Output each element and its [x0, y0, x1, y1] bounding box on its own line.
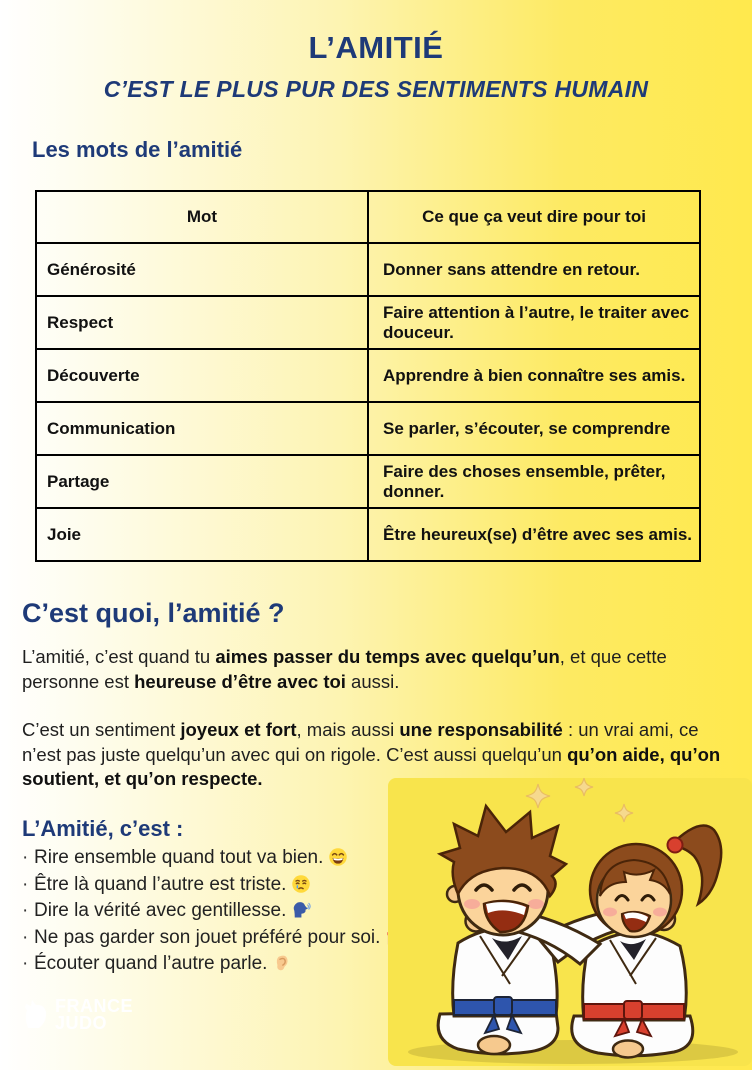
laughing-emoji-icon [328, 847, 348, 867]
rooster-icon [22, 998, 48, 1032]
list-item-text: Dire la vérité avec gentillesse. [34, 900, 287, 921]
word-cell: Communication [36, 402, 368, 455]
words-section-heading: Les mots de l’amitié [32, 137, 243, 162]
meaning-cell: Faire des choses ensemble, prêter, donner. [368, 455, 700, 508]
text-segment: : un vrai ami, ce n’est pas juste quelqu’un avec qui on rigole. C’est aussi quelqu’un [22, 719, 699, 765]
table-header-meaning: Ce que ça veut dire pour toi [368, 191, 700, 243]
table-row [36, 402, 700, 455]
judo-kids-illustration [388, 778, 752, 1066]
text-segment-bold: une responsabilité [399, 719, 563, 740]
words-table [35, 190, 701, 562]
meaning-cell: Se parler, s’écouter, se comprendre [368, 402, 700, 455]
table-header-mot: Mot [36, 191, 368, 243]
bullet-dot: · [22, 900, 29, 921]
table-row [36, 455, 700, 508]
list-item-text: Ne pas garder son jouet préféré pour soi. [34, 926, 381, 948]
word-cell: Joie [36, 508, 368, 561]
text-segment: L’amitié, c’est quand tu [22, 646, 216, 667]
word-cell: Générosité [36, 243, 368, 296]
logo-line-1: FRANCE [55, 996, 133, 1016]
crying-emoji-icon [291, 874, 311, 894]
bullet-dot: · [22, 953, 29, 974]
list-item-text: Écouter quand l’autre parle. [34, 953, 268, 974]
word-cell: Respect [36, 296, 368, 349]
text-segment: , et que cette personne est [22, 646, 667, 692]
logo-text [55, 998, 133, 1032]
word-cell: Partage [36, 455, 368, 508]
text-segment: C’est un sentiment [22, 719, 181, 740]
speaking-head-emoji-icon [291, 900, 311, 920]
table-row [36, 243, 700, 296]
list-item-text: Rire ensemble quand tout va bien. [34, 847, 324, 868]
text-segment-bold: qu’on aide, qu’on soutient, et qu’on respecte. [22, 743, 721, 789]
table-header-row [36, 191, 700, 243]
bullet-dot: · [22, 926, 29, 948]
table-row [36, 296, 700, 349]
friendship-list-heading: L’Amitié, c’est : [22, 816, 184, 841]
page-title: L’AMITIÉ [308, 30, 444, 65]
text-segment: aussi. [345, 670, 400, 692]
list-item-text: Être là quand l’autre est triste. [34, 873, 287, 895]
table-row [36, 508, 700, 561]
france-judo-logo [22, 998, 133, 1032]
text-segment: , mais aussi [296, 719, 400, 740]
definition-heading: C’est quoi, l’amitié ? [22, 598, 285, 628]
bullet-dot: · [22, 873, 29, 895]
meaning-cell: Être heureux(se) d’être avec ses amis. [368, 508, 700, 561]
word-cell: Découverte [36, 349, 368, 402]
bullet-dot: · [22, 847, 29, 868]
text-segment-bold: heureuse d’être avec toi [134, 670, 346, 692]
text-segment-bold: joyeux et fort [180, 719, 297, 740]
meaning-cell: Apprendre à bien connaître ses amis. [368, 349, 700, 402]
definition-paragraph-1 [22, 645, 728, 694]
logo-line-2: JUDO [55, 1013, 108, 1033]
table-row [36, 349, 700, 402]
meaning-cell: Donner sans attendre en retour. [368, 243, 700, 296]
page-subtitle: C’EST LE PLUS PUR DES SENTIMENTS HUMAIN [103, 76, 649, 102]
text-segment-bold: aimes passer du temps avec quelqu’un [215, 646, 560, 667]
ear-emoji-icon [272, 953, 292, 973]
meaning-cell: Faire attention à l’autre, le traiter avec douceur. [368, 296, 700, 349]
